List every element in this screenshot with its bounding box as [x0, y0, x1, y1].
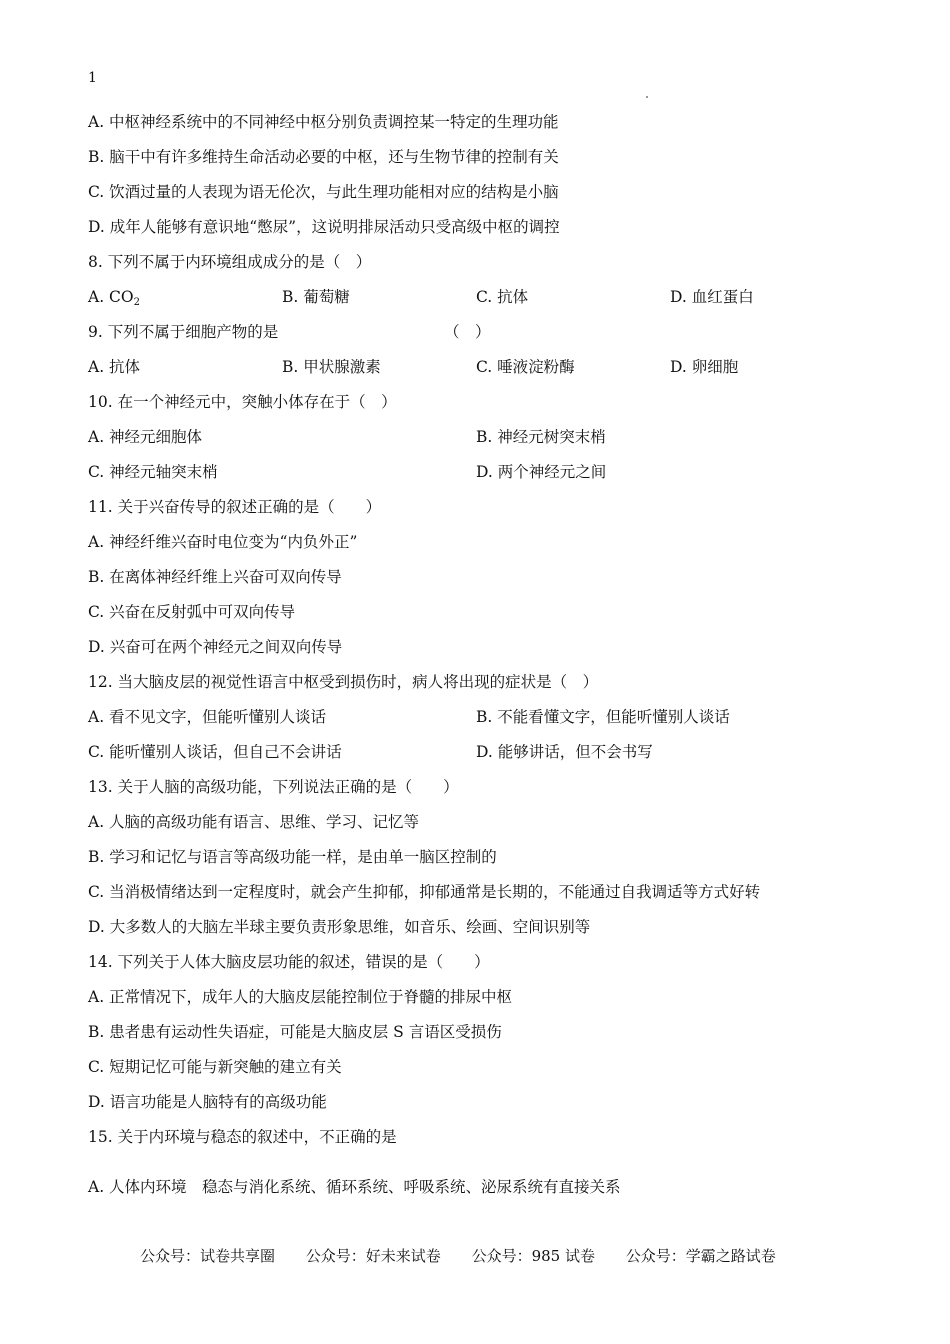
- footer-item-2: 公众号：好未来试卷: [305, 1247, 441, 1265]
- q15-stem: 15. 关于内环境与稳态的叙述中，不正确的是: [88, 1128, 397, 1146]
- q8-option-a: A. $CO_2$: [88, 288, 140, 308]
- q14-option-c: C. 短期记忆可能与新突触的建立有关: [88, 1058, 342, 1076]
- q9-stem: 9. 下列不属于细胞产物的是: [88, 323, 279, 341]
- q13-option-a: A. 人脑的高级功能有语言、思维、学习、记忆等: [88, 813, 420, 831]
- q11-option-d: D. 兴奋可在两个神经元之间双向传导: [88, 638, 343, 656]
- q9-stem-row: [88, 322, 868, 342]
- q14-stem: 14. 下列关于人体大脑皮层功能的叙述，错误的是（ ）: [88, 953, 490, 971]
- page-number: 1: [88, 70, 97, 86]
- q7-option-a: A. 中枢神经系统中的不同神经中枢分别负责调控某一特定的生理功能: [88, 113, 559, 131]
- q12-options-row1: [88, 707, 868, 727]
- q13-option-d: D. 大多数人的大脑左半球主要负责形象思维，如音乐、绘画、空间识别等: [88, 918, 591, 936]
- q11-stem: 11. 关于兴奋传导的叙述正确的是（ ）: [88, 498, 382, 516]
- q13-stem: 13. 关于人脑的高级功能，下列说法正确的是（ ）: [88, 778, 459, 796]
- q11-option-c: C. 兴奋在反射弧中可双向传导: [88, 603, 296, 621]
- q10-options-row2: [88, 462, 868, 482]
- q12-option-c: C. 能听懂别人谈话，但自己不会讲话: [88, 743, 342, 761]
- q10-option-b: B. 神经元树突末梢: [476, 428, 606, 446]
- q13-option-c: C. 当消极情绪达到一定程度时，就会产生抑郁，抑郁通常是长期的，不能通过自我调适等方式好转: [88, 883, 761, 901]
- q9-option-c: C. 唾液淀粉酶: [476, 358, 575, 376]
- q8-stem: 8. 下列不属于内环境组成成分的是（ ）: [88, 253, 372, 271]
- q12-option-a: A. 看不见文字，但能听懂别人谈话: [88, 708, 327, 726]
- q10-options-row1: [88, 427, 868, 447]
- q12-option-b: B. 不能看懂文字，但能听懂别人谈话: [476, 708, 730, 726]
- q9-option-b: B. 甲状腺激素: [282, 358, 381, 376]
- q15-option-a: A. 人体内环境 稳态与消化系统、循环系统、呼吸系统、泌尿系统有直接关系: [88, 1178, 621, 1196]
- q11-option-a: A. 神经纤维兴奋时电位变为“内负外正”: [88, 533, 358, 551]
- q8-option-b: B. 葡萄糖: [282, 288, 350, 306]
- footer-item-3: 公众号：985 试卷: [471, 1247, 595, 1265]
- q8-option-c: C. 抗体: [476, 288, 529, 306]
- q8-option-d: D. 血红蛋白: [670, 288, 754, 306]
- q9-options: [88, 357, 868, 377]
- q8-options: [88, 287, 868, 307]
- footer: [140, 1246, 802, 1266]
- q9-paren: （ ）: [444, 323, 491, 341]
- q14-option-a: A. 正常情况下，成年人的大脑皮层能控制位于脊髓的排尿中枢: [88, 988, 513, 1006]
- footer-item-1: 公众号：试卷共享圈: [140, 1247, 276, 1265]
- q10-option-c: C. 神经元轴突末梢: [88, 463, 218, 481]
- q10-stem: 10. 在一个神经元中，突触小体存在于（ ）: [88, 393, 397, 411]
- q14-option-b: B. 患者患有运动性失语症，可能是大脑皮层 S 言语区受损伤: [88, 1023, 502, 1041]
- q14-option-d: D. 语言功能是人脑特有的高级功能: [88, 1093, 327, 1111]
- q7-option-b: B. 脑干中有许多维持生命活动必要的中枢，还与生物节律的控制有关: [88, 148, 559, 166]
- q9-option-d: D. 卵细胞: [670, 358, 739, 376]
- q10-option-d: D. 两个神经元之间: [476, 463, 607, 481]
- q12-option-d: D. 能够讲话，但不会书写: [476, 743, 653, 761]
- q10-option-a: A. 神经元细胞体: [88, 428, 203, 446]
- q9-option-a: A. 抗体: [88, 358, 141, 376]
- decorative-dot: [646, 96, 648, 98]
- q7-option-c: C. 饮酒过量的人表现为语无伦次，与此生理功能相对应的结构是小脑: [88, 183, 559, 201]
- q13-option-b: B. 学习和记忆与语言等高级功能一样，是由单一脑区控制的: [88, 848, 497, 866]
- q11-option-b: B. 在离体神经纤维上兴奋可双向传导: [88, 568, 342, 586]
- q12-options-row2: [88, 742, 868, 762]
- footer-item-4: 公众号：学霸之路试卷: [625, 1247, 776, 1265]
- q7-option-d: D. 成年人能够有意识地“憋尿”，这说明排尿活动只受高级中枢的调控: [88, 218, 560, 236]
- q12-stem: 12. 当大脑皮层的视觉性语言中枢受到损伤时，病人将出现的症状是（ ）: [88, 673, 599, 691]
